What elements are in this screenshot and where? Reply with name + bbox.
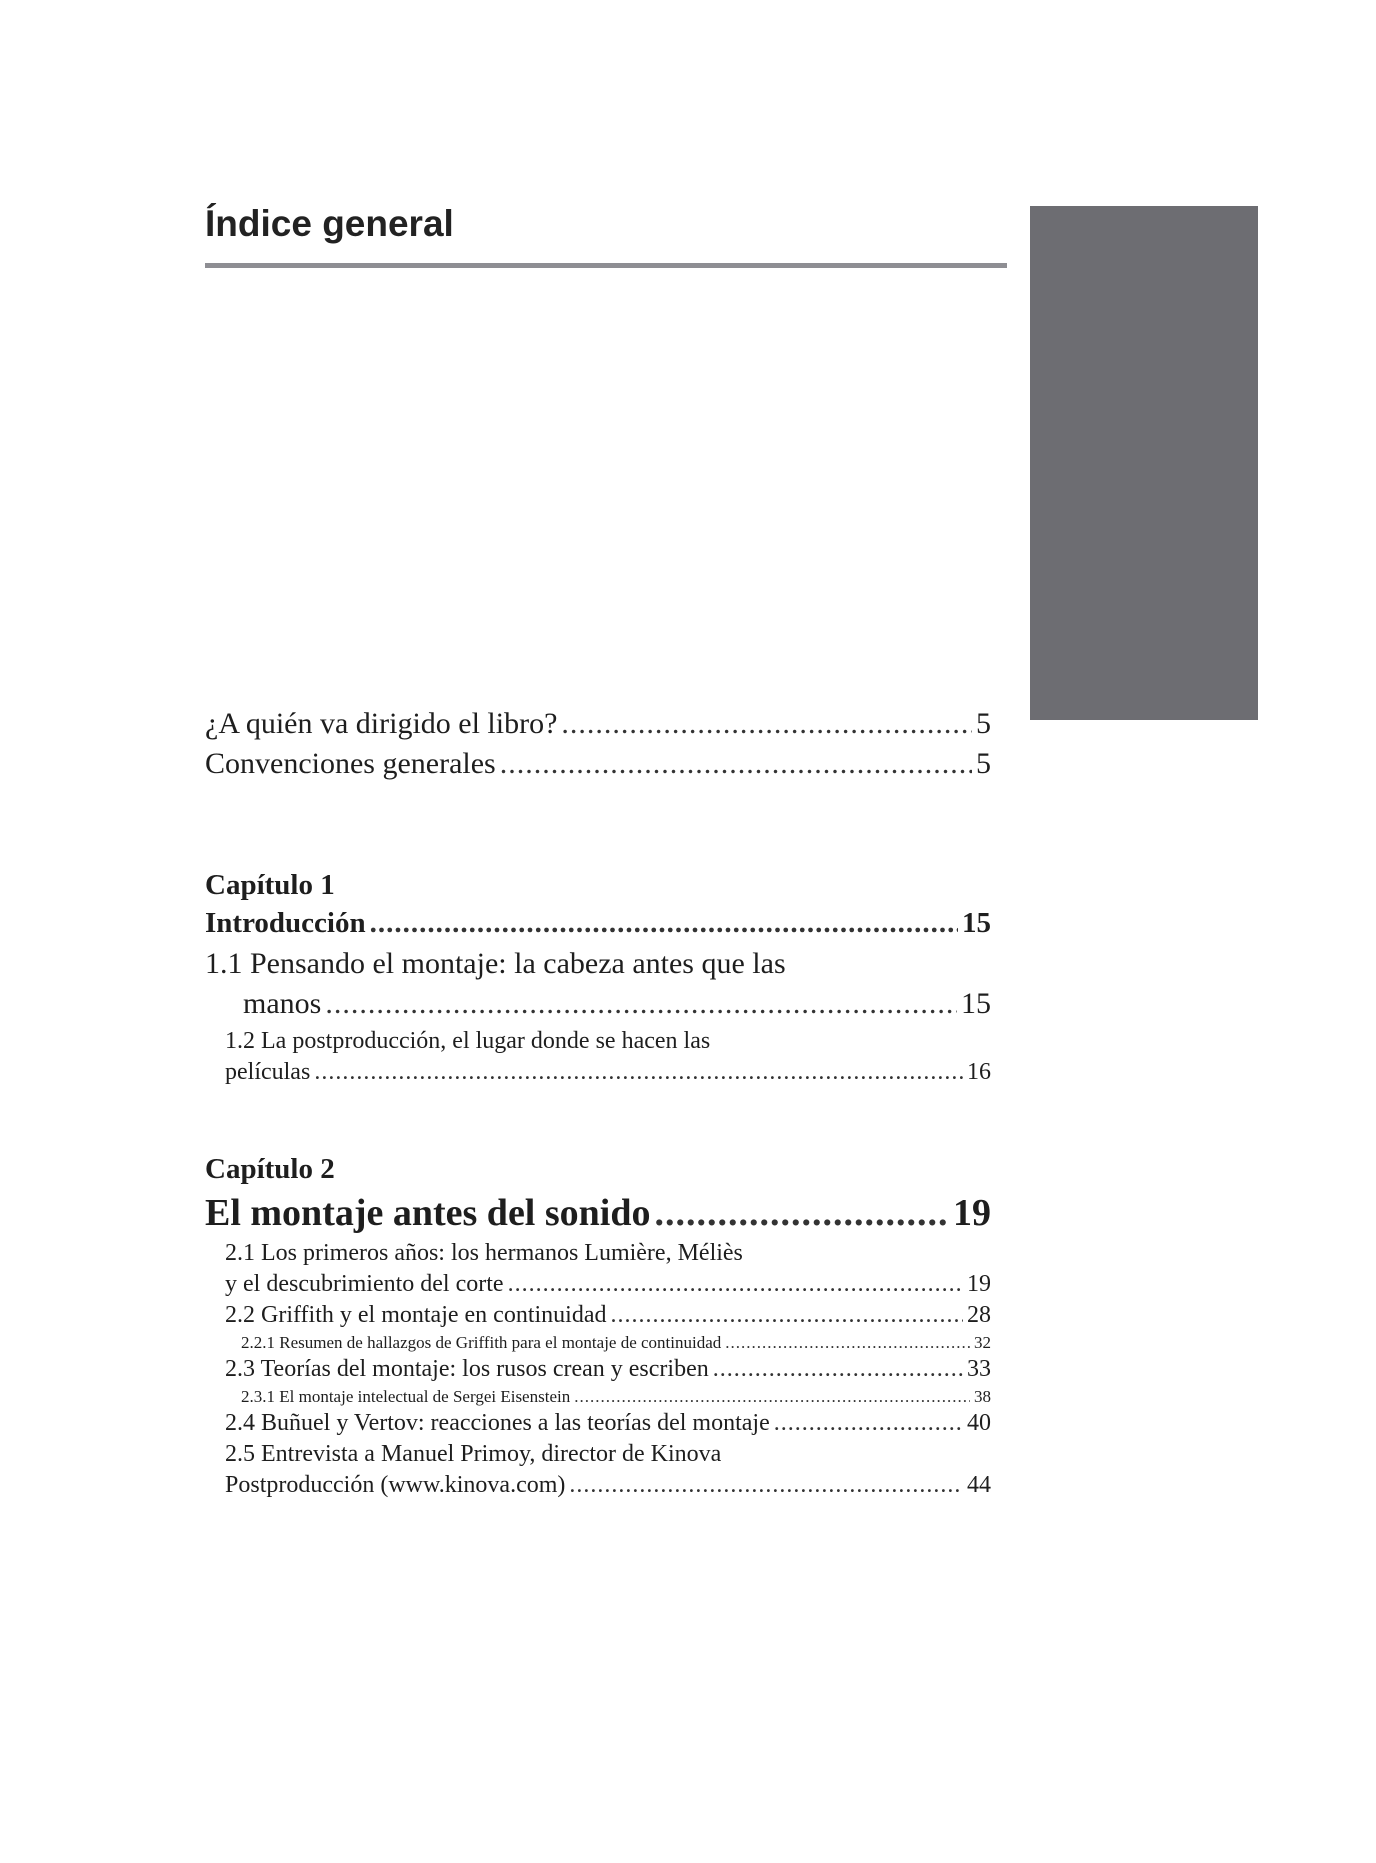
toc-entry-2-1[interactable] — [205, 1238, 991, 1300]
leader-dots — [725, 1331, 970, 1354]
toc-entry-label: 2.4 Buñuel y Vertov: reacciones a las teorías del montaje — [225, 1410, 770, 1436]
chapter-2-block — [205, 1150, 991, 1501]
chapter-2-label: Capítulo 2 — [205, 1153, 335, 1185]
toc-entry-label: 2.1 Los primeros años: los hermanos Lumière, Méliès — [225, 1240, 743, 1266]
toc-entry-label-cont: y el descubrimiento del corte — [225, 1271, 504, 1297]
toc-entry-2-3-1[interactable] — [205, 1385, 991, 1408]
toc-entry-label: 1.2 La postproducción, el lugar donde se hacen las — [225, 1028, 711, 1054]
page-number: 5 — [976, 747, 991, 780]
chapter-1-block — [205, 866, 991, 1088]
toc-entry-label: 2.2.1 Resumen de hallazgos de Griffith para el montaje de continuidad — [241, 1333, 722, 1352]
page-number: 19 — [953, 1192, 991, 1234]
toc-entry-label: Convenciones generales — [205, 747, 496, 780]
page-number: 40 — [967, 1410, 991, 1436]
chapter-1-label: Capítulo 1 — [205, 869, 335, 901]
leader-dots — [325, 984, 957, 1024]
leader-dots — [500, 744, 972, 784]
leader-dots — [569, 1470, 963, 1501]
toc-entry-label-cont: películas — [225, 1059, 311, 1085]
leader-dots — [370, 904, 958, 942]
toc-entry-label: 2.3 Teorías del montaje: los rusos crean y escriben — [225, 1356, 709, 1382]
leader-dots — [508, 1269, 963, 1300]
toc-entry-label: 2.3.1 El montaje intelectual de Sergei Eisenstein — [241, 1387, 571, 1406]
page-number: 28 — [967, 1302, 991, 1328]
front-matter-list — [205, 704, 991, 784]
toc-entry-2-2-1[interactable] — [205, 1331, 991, 1354]
toc-entry-2-2[interactable] — [205, 1300, 991, 1331]
leader-dots — [574, 1385, 970, 1408]
chapter-2-title-entry[interactable] — [205, 1188, 991, 1238]
leader-dots — [774, 1408, 963, 1439]
page-number: 44 — [967, 1472, 991, 1498]
page-number: 38 — [974, 1387, 991, 1406]
toc-entry-label: 2.5 Entrevista a Manuel Primoy, director de Kinova — [225, 1441, 722, 1467]
chapter-title: Introducción — [205, 907, 366, 939]
leader-dots — [314, 1057, 963, 1088]
page-number: 16 — [967, 1059, 991, 1085]
toc-entry-label-cont: manos — [243, 987, 322, 1020]
toc-entry-2-3[interactable] — [205, 1354, 991, 1385]
toc-entry-front-1[interactable] — [205, 704, 991, 744]
page-number: 33 — [967, 1356, 991, 1382]
page-number: 19 — [967, 1271, 991, 1297]
toc-entry-1-2[interactable] — [205, 1026, 991, 1088]
page-number: 32 — [974, 1333, 991, 1352]
title-rule — [205, 263, 1007, 268]
toc-entry-front-2[interactable] — [205, 744, 991, 784]
leader-dots — [713, 1354, 963, 1385]
chapter-1-title-entry[interactable] — [205, 904, 991, 942]
leader-dots — [610, 1300, 963, 1331]
toc-entry-label: 2.2 Griffith y el montaje en continuidad — [225, 1302, 607, 1328]
page-number: 15 — [961, 987, 991, 1020]
side-tab — [1030, 206, 1258, 720]
chapter-title: El montaje antes del sonido — [205, 1192, 651, 1234]
toc-entry-1-1[interactable] — [205, 944, 991, 1024]
toc-entry-label: 1.1 Pensando el montaje: la cabeza antes que las — [205, 947, 786, 980]
leader-dots — [561, 704, 972, 744]
toc-entry-2-5[interactable] — [205, 1439, 991, 1501]
page-number: 5 — [976, 707, 991, 740]
page-number: 15 — [962, 907, 991, 939]
toc-entry-label-cont: Postproducción (www.kinova.com) — [225, 1472, 566, 1498]
leader-dots — [654, 1188, 949, 1238]
page-title: Índice general — [205, 203, 454, 244]
toc-entry-label: ¿A quién va dirigido el libro? — [205, 707, 558, 740]
toc-entry-2-4[interactable] — [205, 1408, 991, 1439]
